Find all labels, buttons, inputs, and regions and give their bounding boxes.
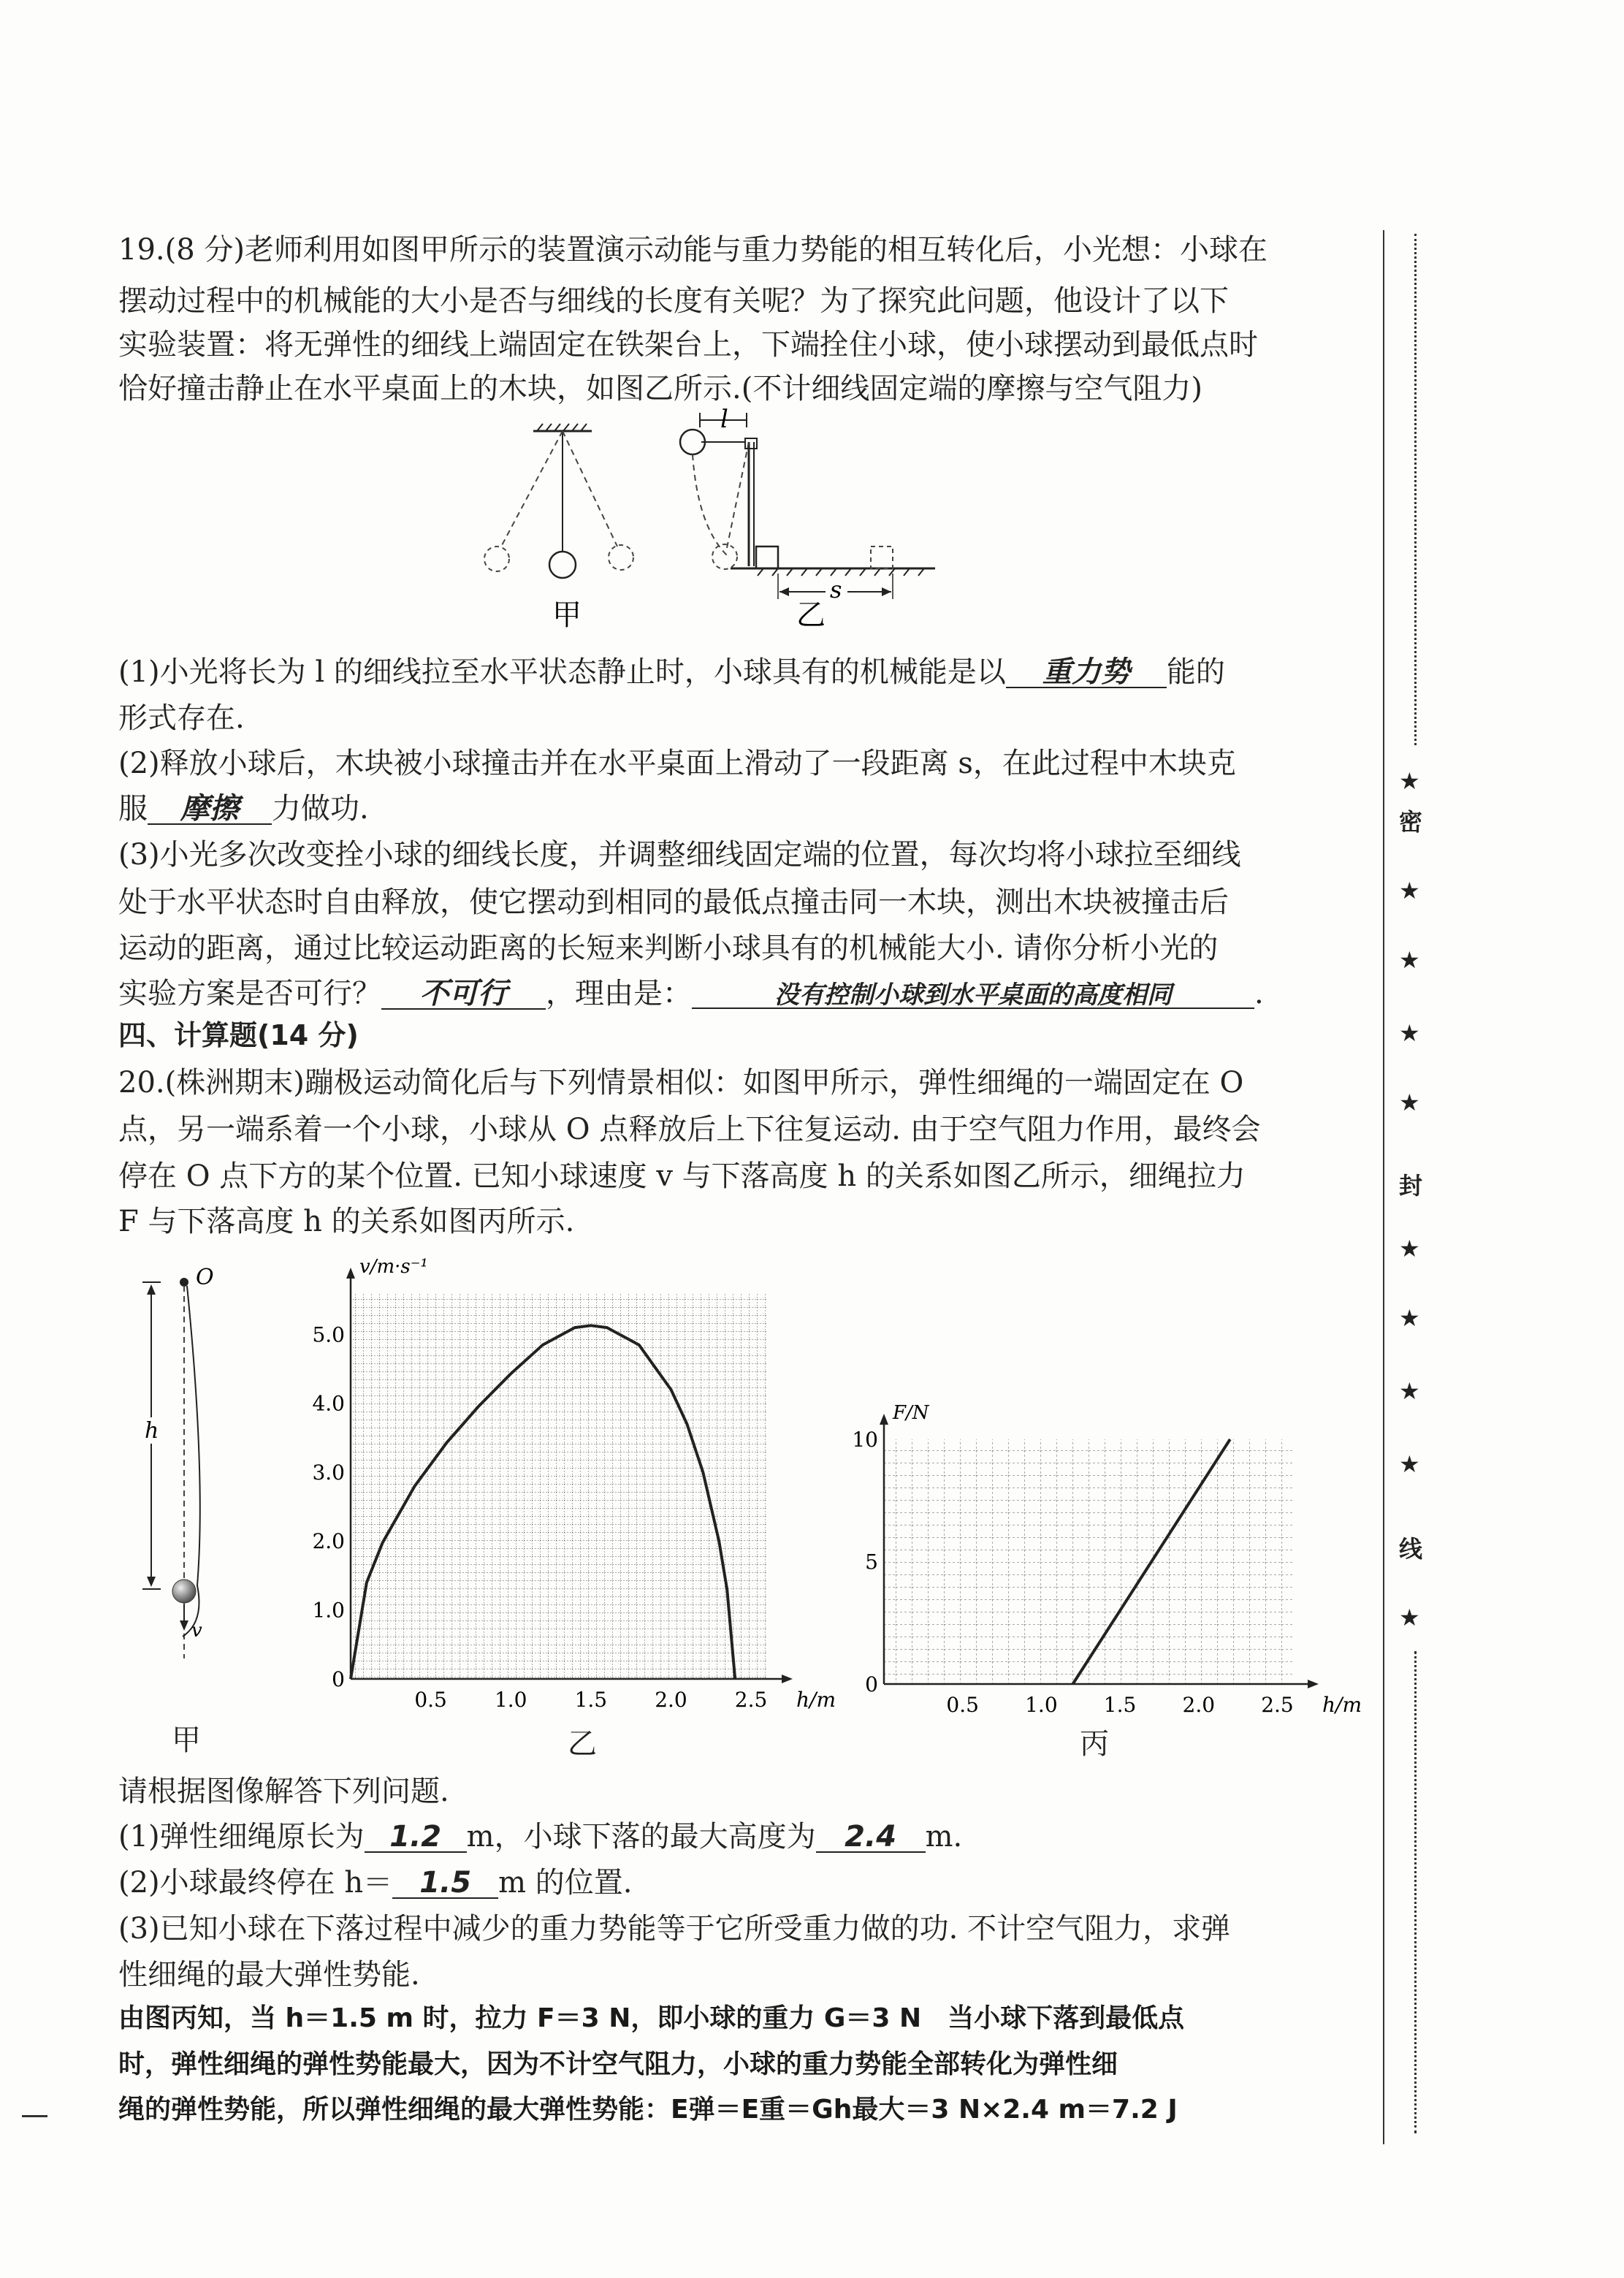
q20-fig-bing-caption: 丙 <box>1080 1727 1109 1761</box>
binding-dotted-line-bottom <box>1414 1651 1417 2133</box>
chart-bing-ytick-label: 0 <box>865 1672 878 1696</box>
q19-p3-answer1: 不可行 <box>381 979 546 1010</box>
pendulum-jia <box>484 424 633 578</box>
q19-p3-line3: 运动的距离，通过比较运动距离的长短来判断小球具有的机械能大小. 请你分析小光的 <box>118 932 1219 965</box>
section-4-heading: 四、计算题(14 分) <box>118 1019 359 1051</box>
q19-p3: 实验方案是否可行？ 不可行 ，理由是： 没有控制小球到水平桌面的高度相同 . <box>118 977 1264 1010</box>
chart-bing-xtick-label: 2.0 <box>1182 1693 1216 1717</box>
chart-yi-xlabel: h/m <box>796 1688 836 1712</box>
binding-dotted-line-top <box>1414 234 1417 745</box>
q19-p2-answer: 摩擦 <box>148 794 272 825</box>
q19-fig-jia-caption: 甲 <box>552 598 582 632</box>
q20-label-h: h <box>145 1418 159 1444</box>
q20-solution-line3: 绳的弹性势能，所以弹性细绳的最大弹性势能：E弹＝E重＝Gh最大＝3 N×2.4 m＝7.2 J <box>118 2095 1178 2125</box>
chart-yi-ytick-label: 0 <box>332 1666 345 1691</box>
sidebar-star-1: ★ <box>1399 767 1420 795</box>
q19-p3-line1: (3)小光多次改变拴小球的细线长度，并调整细线固定端的位置，每次均将小球拉至细线 <box>118 838 1241 872</box>
chart-yi-ytick-label: 2.0 <box>312 1529 345 1554</box>
binding-solid-line <box>1383 230 1384 2144</box>
q20-label-v: v <box>191 1620 202 1642</box>
q20-solution-line1: 由图丙知，当 h＝1.5 m 时，拉力 F＝3 N，即小球的重力 G＝3 N 当小球下落到最低点 <box>118 2003 1185 2033</box>
sidebar-star-6: ★ <box>1399 1235 1420 1262</box>
q20-line-2: 点，另一端系着一个小球，小球从 O 点释放后上下往复运动. 由于空气阻力作用，最终会 <box>118 1113 1261 1146</box>
chart-bing-xtick-label: 1.5 <box>1103 1693 1137 1717</box>
q19-p1-line2: 形式存在. <box>118 701 245 735</box>
q19-label-s: s <box>830 576 842 603</box>
pendulum-yi <box>680 405 935 603</box>
q19-p2: 服 摩擦 力做功. <box>118 792 369 826</box>
chart-bing-xtick-label: 2.5 <box>1261 1693 1294 1717</box>
sidebar-star-10: ★ <box>1399 1604 1420 1631</box>
sidebar-star-5: ★ <box>1399 1089 1420 1116</box>
sidebar-star-4: ★ <box>1399 1019 1420 1047</box>
q20-line-4: F 与下落高度 h 的关系如图丙所示. <box>118 1205 575 1238</box>
chart-yi-ytick-label: 1.0 <box>312 1598 345 1623</box>
q20-fig-jia-caption: 甲 <box>172 1723 201 1757</box>
q20-fig-yi-caption: 乙 <box>568 1727 597 1761</box>
q19-p3-answer2: 没有控制小球到水平桌面的高度相同 <box>692 983 1254 1009</box>
q20-solution-line2: 时，弹性细绳的弹性势能最大，因为不计空气阻力，小球的重力势能全部转化为弹性细 <box>118 2049 1118 2079</box>
chart-bing-ytick-label: 10 <box>852 1427 878 1452</box>
sidebar-star-8: ★ <box>1399 1377 1420 1405</box>
q20-p1-answer2: 2.4 <box>816 1822 926 1853</box>
sidebar-star-7: ★ <box>1399 1304 1420 1332</box>
q19-line-1: 19.(8 分)老师利用如图甲所示的装置演示动能与重力势能的相互转化后，小光想：小球在 <box>118 233 1267 267</box>
q20-p2-answer: 1.5 <box>392 1868 498 1899</box>
chart-bing-ylabel: F/N <box>893 1402 929 1424</box>
q20-p3-line1: (3)已知小球在下落过程中减少的重力势能等于它所受重力做的功. 不计空气阻力，求弹 <box>118 1912 1231 1946</box>
q19-line-3: 实验装置：将无弹性的细线上端固定在铁架台上，下端拴住小球，使小球摆动到最低点时 <box>118 328 1258 362</box>
q20-line-1: 20.(株洲期末)蹦极运动简化后与下列情景相似：如图甲所示，弹性细绳的一端固定在 O <box>118 1066 1244 1100</box>
chart-yi-ylabel: v/m·s⁻¹ <box>359 1256 428 1278</box>
chart-yi-xtick-label: 0.5 <box>414 1688 447 1712</box>
chart-yi-xtick-label: 2.0 <box>655 1688 687 1712</box>
q19-p1: (1)小光将长为 l 的细线拉至水平状态静止时，小球具有的机械能是以 重力势 能的 <box>118 655 1225 689</box>
q20-p1: (1)弹性细绳原长为 1.2 m，小球下落的最大高度为 2.4 m. <box>118 1820 963 1854</box>
page-corner-mark <box>22 2115 47 2117</box>
chart-yi-x-arrow <box>782 1675 793 1683</box>
chart-bing-grid <box>884 1439 1293 1684</box>
q20-label-O: O <box>196 1265 214 1290</box>
chart-bing-x-arrow <box>1308 1680 1319 1688</box>
q19-figure <box>468 405 964 643</box>
q19-fig-yi-caption: 乙 <box>796 598 826 632</box>
sidebar-star-9: ★ <box>1399 1450 1420 1478</box>
chart-yi-ytick-label: 4.0 <box>312 1391 345 1416</box>
chart-bing-y-arrow <box>880 1414 888 1425</box>
q20-line-3: 停在 O 点下方的某个位置. 已知小球速度 v 与下落高度 h 的关系如图乙所示，细绳拉力 <box>118 1159 1246 1193</box>
q19-label-l: l <box>720 405 728 434</box>
chart-bing-xtick-label: 0.5 <box>946 1693 979 1717</box>
q20-p3-line2: 性细绳的最大弹性势能. <box>118 1958 420 1992</box>
q20-p1-answer1: 1.2 <box>365 1822 467 1853</box>
chart-bing-xlabel: h/m <box>1322 1693 1362 1717</box>
chart-bing <box>847 1388 1362 1717</box>
chart-yi-ytick-label: 3.0 <box>312 1460 345 1485</box>
q19-line-2: 摆动过程中的机械能的大小是否与细线的长度有关呢？为了探究此问题，他设计了以下 <box>118 284 1229 318</box>
q20-p2: (2)小球最终停在 h＝ 1.5 m 的位置. <box>118 1866 633 1900</box>
q20-fig-jia <box>124 1257 256 1710</box>
sidebar-star-2: ★ <box>1399 877 1420 904</box>
q19-line-4: 恰好撞击静止在水平桌面上的木块，如图乙所示.(不计细线固定端的摩擦与空气阻力) <box>118 372 1202 405</box>
chart-yi <box>307 1235 836 1717</box>
chart-yi-xtick-label: 1.0 <box>494 1688 527 1712</box>
sidebar-star-3: ★ <box>1399 946 1420 974</box>
sidebar-char-mi: 密 <box>1399 808 1423 836</box>
q19-p3-line2: 处于水平状态时自由释放，使它摆动到相同的最低点撞击同一木块，测出木块被撞击后 <box>118 885 1229 919</box>
chart-yi-y-arrow <box>346 1268 355 1279</box>
chart-yi-ytick-label: 5.0 <box>312 1322 345 1347</box>
q19-p2-line1: (2)释放小球后，木块被小球撞击并在水平桌面上滑动了一段距离 s，在此过程中木块克 <box>118 747 1236 780</box>
chart-yi-xtick-label: 2.5 <box>734 1688 768 1712</box>
chart-bing-ytick-label: 5 <box>865 1550 878 1574</box>
q19-p1-answer: 重力势 <box>1006 658 1167 688</box>
sidebar-char-xian: 线 <box>1399 1535 1423 1563</box>
chart-yi-xtick-label: 1.5 <box>574 1688 608 1712</box>
chart-bing-xtick-label: 1.0 <box>1025 1693 1058 1717</box>
sidebar-char-feng: 封 <box>1399 1172 1423 1200</box>
q20-answer-prompt: 请根据图像解答下列问题. <box>118 1775 449 1808</box>
